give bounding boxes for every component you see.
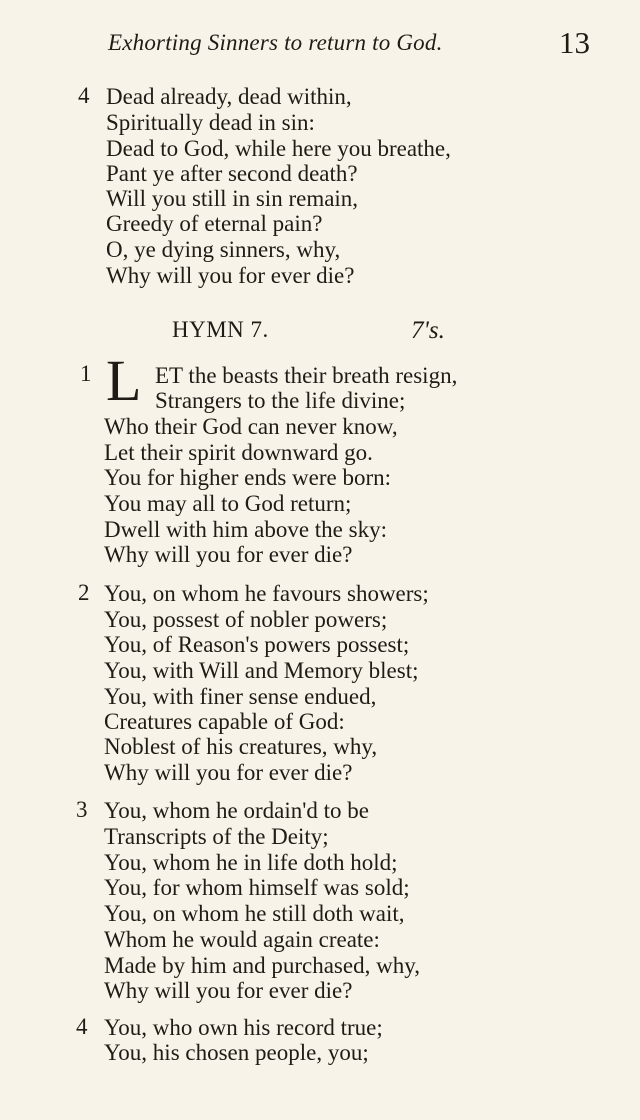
verse-line: You, whom he in life doth hold; <box>104 850 398 875</box>
verse-line: You, of Reason's powers possest; <box>104 632 410 657</box>
verse-line: Noblest of his creatures, why, <box>104 734 378 759</box>
verse-line: Will you still in sin remain, <box>106 186 359 211</box>
verse-line: Dead to God, while here you breathe, <box>106 136 451 161</box>
verse-line: Why will you for ever die? <box>106 263 355 288</box>
verse-line: Spiritually dead in sin: <box>106 110 315 135</box>
verse-line: You, his chosen people, you; <box>104 1040 369 1065</box>
verse-line: Who their God can never know, <box>104 414 398 439</box>
verse-line: You, on whom he still doth wait, <box>104 901 405 926</box>
verse-line: You may all to God return; <box>104 491 352 516</box>
verse-line: Let their spirit downward go. <box>104 440 373 465</box>
verse-line: Creatures capable of God: <box>104 709 345 734</box>
verse-line: Pant ye after second death? <box>106 161 358 186</box>
verse-line: Whom he would again create: <box>104 927 380 952</box>
verse-line: Strangers to the life divine; <box>155 388 406 413</box>
page-number: 13 <box>559 25 590 60</box>
running-header: Exhorting Sinners to return to God. <box>108 30 443 55</box>
verse-line: Made by him and purchased, why, <box>104 953 420 978</box>
verse-line: You, whom he ordain'd to be <box>104 798 370 823</box>
verse-line: Why will you for ever die? <box>104 978 353 1003</box>
verse-line: You, possest of nobler powers; <box>104 607 388 632</box>
verse-line: Transcripts of the Deity; <box>104 824 329 849</box>
verse-line: You, on whom he favours showers; <box>104 581 429 606</box>
verse-line: You, for whom himself was sold; <box>104 875 410 900</box>
verse-number-1: 1 <box>80 361 92 386</box>
hymn-title: HYMN 7. <box>172 317 269 342</box>
drop-cap: L <box>106 348 142 413</box>
verse-line: You, who own his record true; <box>104 1015 383 1040</box>
verse-line: Dead already, dead within, <box>106 84 352 109</box>
verse-line: Greedy of eternal pain? <box>106 211 323 236</box>
verse-number-4: 4 <box>76 1014 88 1039</box>
verse-number-top-4: 4 <box>78 83 90 108</box>
verse-line: You, with Will and Memory blest; <box>104 658 419 683</box>
verse-line: Why will you for ever die? <box>104 542 353 567</box>
verse-line: You for higher ends were born: <box>104 465 392 490</box>
verse-line: O, ye dying sinners, why, <box>106 237 341 262</box>
verse-number-3: 3 <box>76 797 88 822</box>
verse-line: Dwell with him above the sky: <box>104 517 387 542</box>
verse-line: You, with finer sense endued, <box>104 684 377 709</box>
hymn-meter: 7's. <box>411 317 445 344</box>
verse-line: ET the beasts their breath resign, <box>155 363 458 388</box>
verse-number-2: 2 <box>78 580 90 605</box>
verse-line: Why will you for ever die? <box>104 760 353 785</box>
